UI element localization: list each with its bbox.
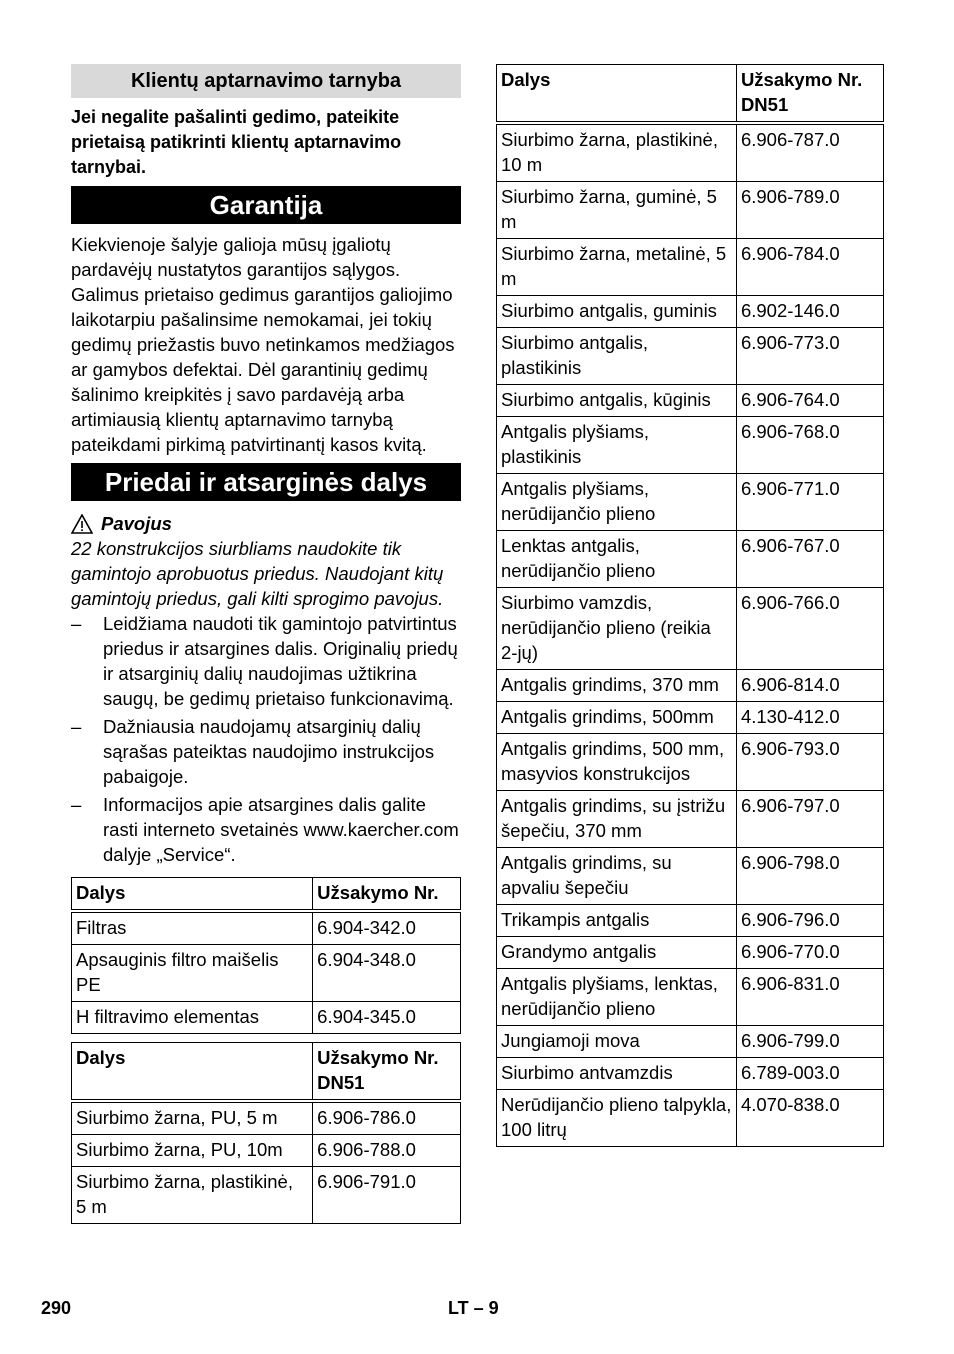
table-row: Siurbimo antgalis, kūginis 6.906-764.0 xyxy=(497,385,884,417)
list-item: – Informacijos apie atsargines dalis galite rasti interneto svetainės www.kaercher.com dalyje „Service“. xyxy=(71,794,459,865)
table-row: Siurbimo vamzdis, nerūdijančio plieno (reikia 2-jų) 6.906-766.0 xyxy=(497,588,884,670)
table-row: Siurbimo žarna, guminė, 5 m 6.906-789.0 xyxy=(497,182,884,239)
parts-table-accessories xyxy=(496,64,884,1147)
table-row: Lenktas antgalis, nerūdijančio plieno 6.906-767.0 xyxy=(497,531,884,588)
service-heading: Klientų aptarnavimo tarnyba xyxy=(71,64,461,98)
table-row: H filtravimo elementas 6.904-345.0 xyxy=(72,1002,461,1034)
table-row: Antgalis grindims, 500 mm, masyvios konstrukcijos 6.906-793.0 xyxy=(497,734,884,791)
table-row: Siurbimo antgalis, guminis 6.902-146.0 xyxy=(497,296,884,328)
table-row: Antgalis grindims, 370 mm 6.906-814.0 xyxy=(497,670,884,702)
table-header-row: Dalys Užsakymo Nr. DN51 xyxy=(497,65,884,124)
table-row: Apsauginis filtro maišelis PE 6.904-348.0 xyxy=(72,945,461,1002)
table-row: Jungiamoji mova 6.906-799.0 xyxy=(497,1026,884,1058)
table-row: Antgalis grindims, su apvaliu šepečiu 6.906-798.0 xyxy=(497,848,884,905)
language-page-label: LT – 9 xyxy=(448,1298,499,1318)
left-column xyxy=(71,64,461,1224)
table-row: Filtras 6.904-342.0 xyxy=(72,911,461,945)
warranty-text: Kiekvienoje šalyje galioja mūsų įgaliotų pardavėjų nustatytos garantijos sąlygos. Galimus prietaiso gedimus garantijos galiojimo laikotarpiu pašalinsime nemokamai, jei tokių gedimų priežastis buvo netinkamos medžiagos ar gamybos defektai. Dėl garantinių gedimų šalinimo kreipkitės į savo pardavėją arba artimiausią klientų aptarnavimo tarnybą pateikdami pirkimą patvirtinantį kasos kvitą. xyxy=(71,234,455,455)
table-row: Siurbimo žarna, PU, 10m 6.906-788.0 xyxy=(72,1135,461,1167)
table-header-row: Dalys Užsakymo Nr. xyxy=(72,878,461,912)
table-row: Antgalis plyšiams, nerūdijančio plieno 6.906-771.0 xyxy=(497,474,884,531)
table-row: Siurbimo žarna, plastikinė, 5 m 6.906-791.0 xyxy=(72,1167,461,1224)
table-row: Grandymo antgalis 6.906-770.0 xyxy=(497,937,884,969)
service-text: Jei negalite pašalinti gedimo, pateikite prietaisą patikrinti klientų aptarnavimo tarnybai. xyxy=(71,107,402,177)
page-number: 290 xyxy=(41,1298,72,1318)
parts-table-hoses xyxy=(71,1042,461,1224)
warning-label: Pavojus xyxy=(101,513,172,534)
table-row: Siurbimo žarna, PU, 5 m 6.906-786.0 xyxy=(72,1101,461,1135)
table-row: Trikampis antgalis 6.906-796.0 xyxy=(497,905,884,937)
table-row: Siurbimo antvamzdis 6.789-003.0 xyxy=(497,1058,884,1090)
table-row: Antgalis plyšiams, lenktas, nerūdijančio plieno 6.906-831.0 xyxy=(497,969,884,1026)
table-header-row: Dalys Užsakymo Nr. DN51 xyxy=(72,1043,461,1102)
parts-table-filters xyxy=(71,877,461,1034)
table-row: Nerūdijančio plieno talpykla, 100 litrų 4.070-838.0 xyxy=(497,1090,884,1147)
warranty-heading: Garantija xyxy=(71,186,461,224)
list-item: – Leidžiama naudoti tik gamintojo patvirtintus priedus ir atsargines dalis. Originalių priedų ir atsarginių dalių naudojimas užtikrina saugų, be gedimų prietaiso funkcionavimą. xyxy=(71,613,458,709)
accessories-heading: Priedai ir atsarginės dalys xyxy=(71,463,461,501)
table-row: Siurbimo žarna, plastikinė, 10 m 6.906-787.0 xyxy=(497,123,884,182)
right-column xyxy=(496,64,884,1147)
info-list xyxy=(71,611,461,867)
table-row: Antgalis grindims, 500mm 4.130-412.0 xyxy=(497,702,884,734)
warning-triangle-icon xyxy=(71,514,93,534)
table-row: Antgalis grindims, su įstrižu šepečiu, 370 mm 6.906-797.0 xyxy=(497,791,884,848)
warning-text: 22 konstrukcijos siurbliams naudokite tik gamintojo aprobuotus priedus. Naudojant kitų gamintojų priedus, gali kilti sprogimo pavojus. xyxy=(71,538,444,609)
table-row: Siurbimo antgalis, plastikinis 6.906-773.0 xyxy=(497,328,884,385)
table-row: Siurbimo žarna, metalinė, 5 m 6.906-784.0 xyxy=(497,239,884,296)
warning-line xyxy=(71,511,461,536)
list-item: – Dažniausia naudojamų atsarginių dalių sąrašas pateiktas naudojimo instrukcijos pabaigoje. xyxy=(71,716,435,787)
table-row: Antgalis plyšiams, plastikinis 6.906-768.0 xyxy=(497,417,884,474)
